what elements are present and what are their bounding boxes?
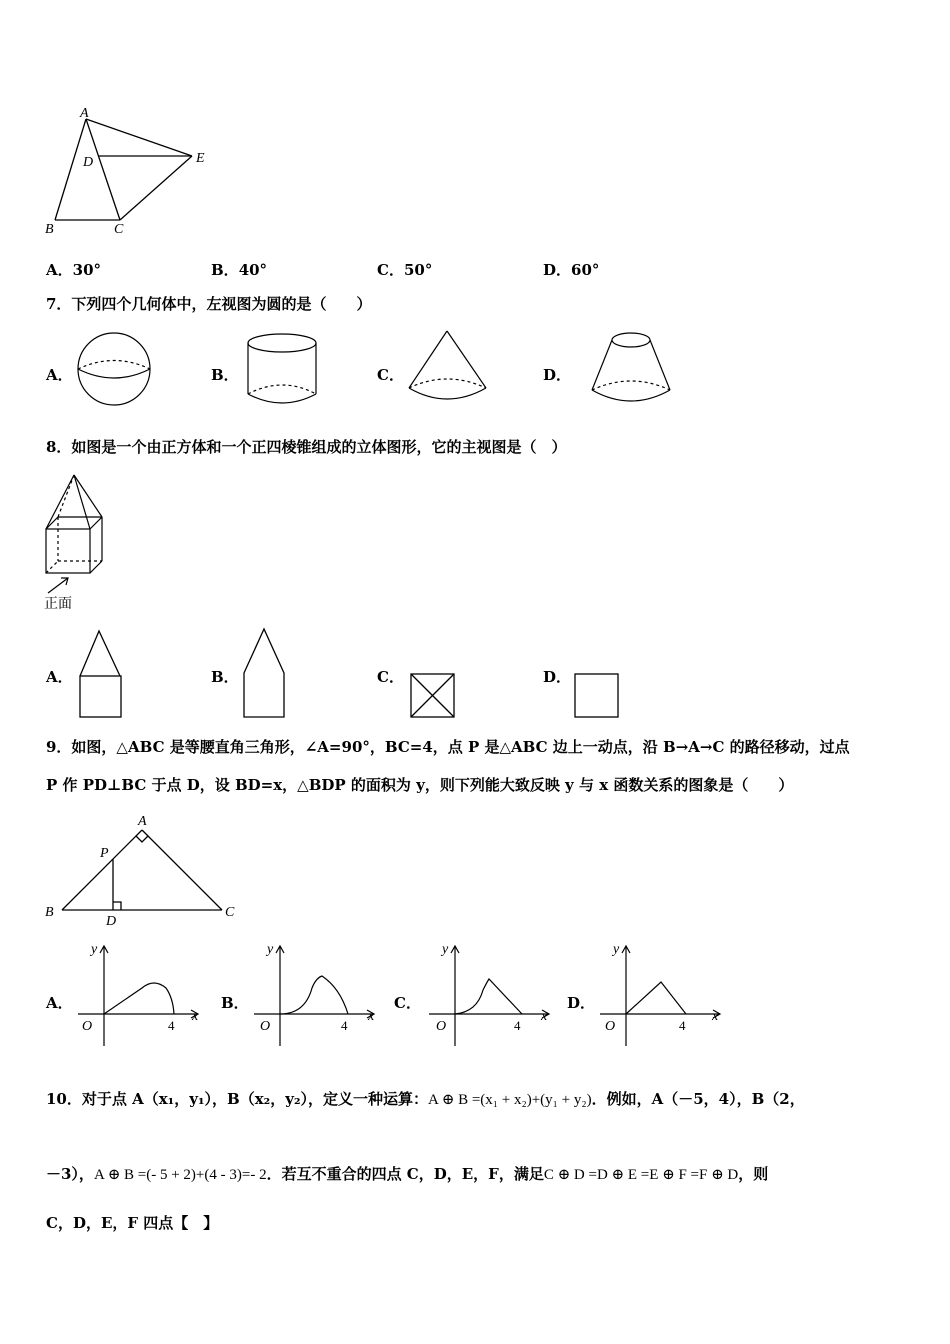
q9-graph-a-x: x <box>192 1009 199 1024</box>
q9-graph-b-x: x <box>368 1009 375 1024</box>
q9-graph-c-tick: 4 <box>514 1018 521 1033</box>
q9-graph-c-y: y <box>442 942 449 957</box>
q9-graph-d <box>596 940 731 1050</box>
q9-graph-a-y: y <box>91 942 98 957</box>
q9-graph-b-y: y <box>267 942 274 957</box>
q9-graph-a <box>74 940 209 1050</box>
q6-label-d: D <box>83 155 94 170</box>
q9-label-a: A <box>138 814 147 829</box>
q9-option-a[interactable]: A． <box>46 994 73 1012</box>
q8-solid-figure <box>42 470 112 615</box>
q9-graph-c-x: x <box>541 1009 548 1024</box>
q9-graph-c <box>425 940 560 1050</box>
q7-frustum <box>588 328 674 408</box>
q9-graph-d-o: O <box>605 1019 616 1034</box>
q9-option-b[interactable]: B． <box>221 994 249 1012</box>
option-value: 60° <box>571 261 600 279</box>
option-letter: B． <box>211 261 239 279</box>
q7-sphere <box>74 332 154 408</box>
q7-option-c[interactable]: C． <box>377 366 404 384</box>
q8-option-d[interactable]: D． <box>543 668 572 686</box>
q9-label-b: B <box>45 905 54 920</box>
q10-line3: C，D，E，F 四点【 】 <box>46 1214 219 1232</box>
q6-label-b: B <box>45 222 54 237</box>
q10-line1-text-b: ．例如，A（－5，4），B（2， <box>591 1090 805 1108</box>
q7-cylinder <box>245 332 320 408</box>
q10-line2-text-b: ．若互不重合的四点 C，D，E，F，满足 <box>266 1165 544 1183</box>
option-value: 30° <box>72 261 102 279</box>
option-letter: D． <box>543 261 572 279</box>
option-letter: A． <box>46 261 73 279</box>
q9-stem-line1: 9．如图，△ABC 是等腰直角三角形，∠A=90°，BC=4，点 P 是△ABC 边上一动点，沿 B→A→C 的路径移动，过点 <box>46 738 850 756</box>
q10-line2-text-c: ，则 <box>738 1165 769 1183</box>
q10-line2-formula: A ⊕ B =(- 5 + 2)+(4 - 3)=- 2 <box>93 1167 267 1183</box>
q6-label-a: A <box>80 106 89 121</box>
q9-stem-line2: P 作 PD⊥BC 于点 D，设 BD=x，△BDP 的面积为 y，则下列能大致反映 y 与 x 函数关系的图象是（ ） <box>46 776 794 794</box>
q9-graph-d-x: x <box>712 1009 719 1024</box>
q6-option-c[interactable] <box>377 263 432 278</box>
q10-line2-text-a: －3）， <box>46 1165 94 1183</box>
q7-option-d[interactable]: D． <box>543 366 572 384</box>
q8-option-c-figure <box>408 671 458 721</box>
option-value: 40° <box>238 261 268 279</box>
q6-figure <box>40 105 220 240</box>
q8-option-d-figure <box>572 671 622 721</box>
q8-option-b[interactable]: B． <box>211 668 239 686</box>
q8-option-b-figure <box>240 626 290 720</box>
q9-label-d: D <box>106 914 117 929</box>
q10-line2 <box>46 1167 768 1183</box>
q6-option-a[interactable] <box>46 263 101 278</box>
option-value: 50° <box>403 261 433 279</box>
q9-graph-b <box>250 940 385 1050</box>
q7-option-a[interactable]: A． <box>46 366 73 384</box>
q9-triangle-figure <box>40 810 245 930</box>
q9-graph-a-tick: 4 <box>168 1018 175 1033</box>
q7-option-b[interactable]: B． <box>211 366 239 384</box>
q10-line1-text-a: 10．对于点 A（x₁，y₁），B（x₂，y₂），定义一种运算： <box>46 1090 429 1108</box>
q9-graph-d-tick: 4 <box>679 1018 686 1033</box>
q10-line1 <box>46 1092 805 1108</box>
q9-graph-d-y: y <box>613 942 620 957</box>
q9-graph-b-o: O <box>260 1019 271 1034</box>
q9-graph-b-tick: 4 <box>341 1018 348 1033</box>
q8-front-label: 正面 <box>44 596 72 612</box>
q10-line2-formula2: C ⊕ D =D ⊕ E =E ⊕ F =F ⊕ D <box>543 1167 739 1183</box>
q8-option-a[interactable]: A． <box>46 668 73 686</box>
q6-label-c: C <box>114 222 124 237</box>
q6-option-d[interactable] <box>543 263 599 278</box>
q6-label-e: E <box>196 151 205 166</box>
q9-option-c[interactable]: C． <box>394 994 421 1012</box>
q7-cone <box>405 328 490 406</box>
q8-option-c[interactable]: C． <box>377 668 404 686</box>
q8-option-a-figure <box>77 628 125 720</box>
q9-label-c: C <box>225 905 235 920</box>
q9-graph-a-o: O <box>82 1019 93 1034</box>
q6-option-b[interactable] <box>211 263 267 278</box>
q9-graph-c-o: O <box>436 1019 447 1034</box>
q9-label-p: P <box>100 846 109 861</box>
q9-option-d[interactable]: D． <box>567 994 596 1012</box>
option-letter: C． <box>377 261 404 279</box>
q10-line1-formula: A ⊕ B =(x₁ + x₂)+(y₁ + y₂) <box>428 1092 592 1108</box>
q7-stem: 7．下列四个几何体中，左视图为圆的是（ ） <box>46 295 372 313</box>
q8-stem: 8．如图是一个由正方体和一个正四棱锥组成的立体图形，它的主视图是（ ） <box>46 438 567 456</box>
